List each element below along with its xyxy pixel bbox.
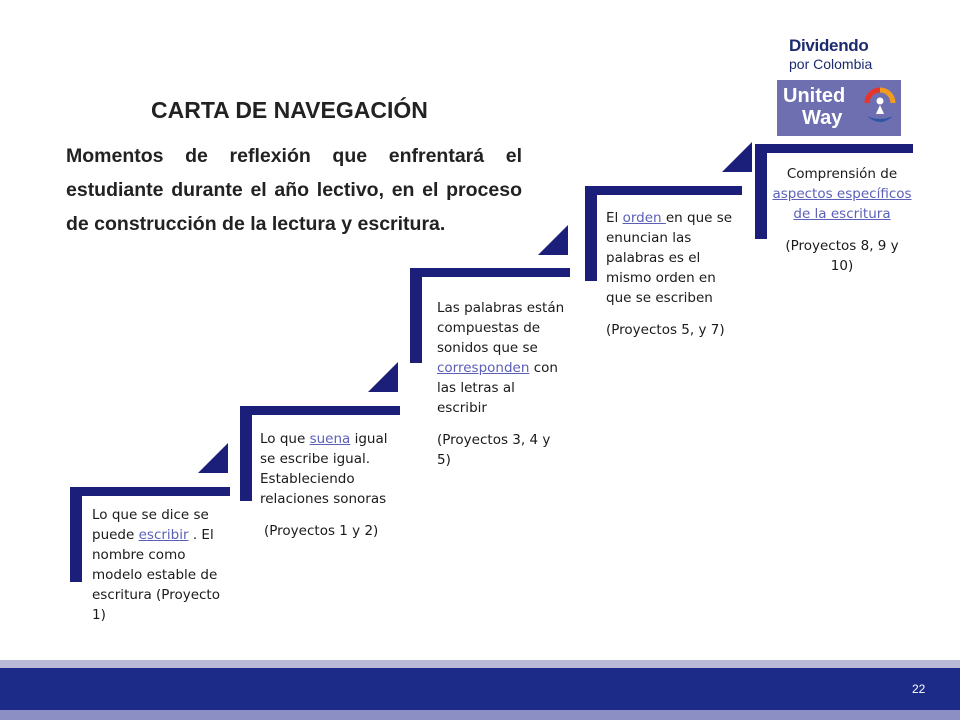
step-2-projects: (Proyectos 1 y 2) <box>264 523 379 539</box>
step-3-side-bar <box>410 268 422 363</box>
intro-paragraph: Momentos de reflexión que enfrentará el estudiante durante el año lectivo, en el proceso de construcción de la lectura y escritura. <box>66 145 522 235</box>
page-number: 22 <box>912 682 926 696</box>
step-4-link[interactable]: orden <box>622 210 666 226</box>
step-1-triangle <box>198 443 228 473</box>
footer-bar <box>0 668 960 710</box>
step-5-side-bar <box>755 144 767 239</box>
step-5-projects: (Proyectos 8, 9 y 10) <box>785 238 899 274</box>
step-3-text: Las palabras están compuestas de sonidos que se corresponden con las letras al escribir (Proyectos 3, 4 y 5) <box>437 300 565 468</box>
step-3-top-bar <box>410 268 570 277</box>
step-4-projects: (Proyectos 5, y 7) <box>606 322 725 338</box>
dividendo-logo-line2: por Colombia <box>789 56 873 72</box>
page-title: CARTA DE NAVEGACIÓN <box>151 97 428 123</box>
united-way-logo-line2: Way <box>802 107 843 129</box>
step-2-triangle <box>368 362 398 392</box>
step-2-link[interactable]: suena <box>309 431 351 447</box>
footer-bottom-stripe <box>0 710 960 720</box>
step-4-top-bar <box>585 186 742 195</box>
step-3-link[interactable]: corresponden <box>437 360 530 376</box>
footer-top-stripe <box>0 660 960 668</box>
step-1-link[interactable]: escribir <box>138 527 189 543</box>
step-3-triangle <box>538 225 568 255</box>
step-1-side-bar <box>70 487 82 582</box>
step-1-text: Lo que se dice se puede escribir . El nombre como modelo estable de escritura (Proyecto 1) <box>92 507 220 623</box>
step-2-text: Lo que suena igual se escribe igual. Estableciendo relaciones sonoras (Proyectos 1 y 2) <box>260 431 388 539</box>
step-5-text: Comprensión de aspectos específicos de la escritura (Proyectos 8, 9 y 10) <box>772 166 912 274</box>
step-4-side-bar <box>585 186 597 281</box>
united-way-logo-line1: United <box>783 85 846 107</box>
step-5-link[interactable]: aspectos específicos de la escritura <box>772 186 912 222</box>
step-4-triangle <box>722 142 752 172</box>
step-4-text: El orden en que se enuncian las palabras es el mismo orden en que se escriben (Proyectos 5, y 7) <box>606 210 733 338</box>
dividendo-logo-line1: Dividendo <box>789 36 869 55</box>
step-2-top-bar <box>240 406 400 415</box>
step-3-projects: (Proyectos 3, 4 y 5) <box>437 432 551 468</box>
step-5-top-bar <box>755 144 913 153</box>
step-2-side-bar <box>240 406 252 501</box>
step-1-top-bar <box>70 487 230 496</box>
